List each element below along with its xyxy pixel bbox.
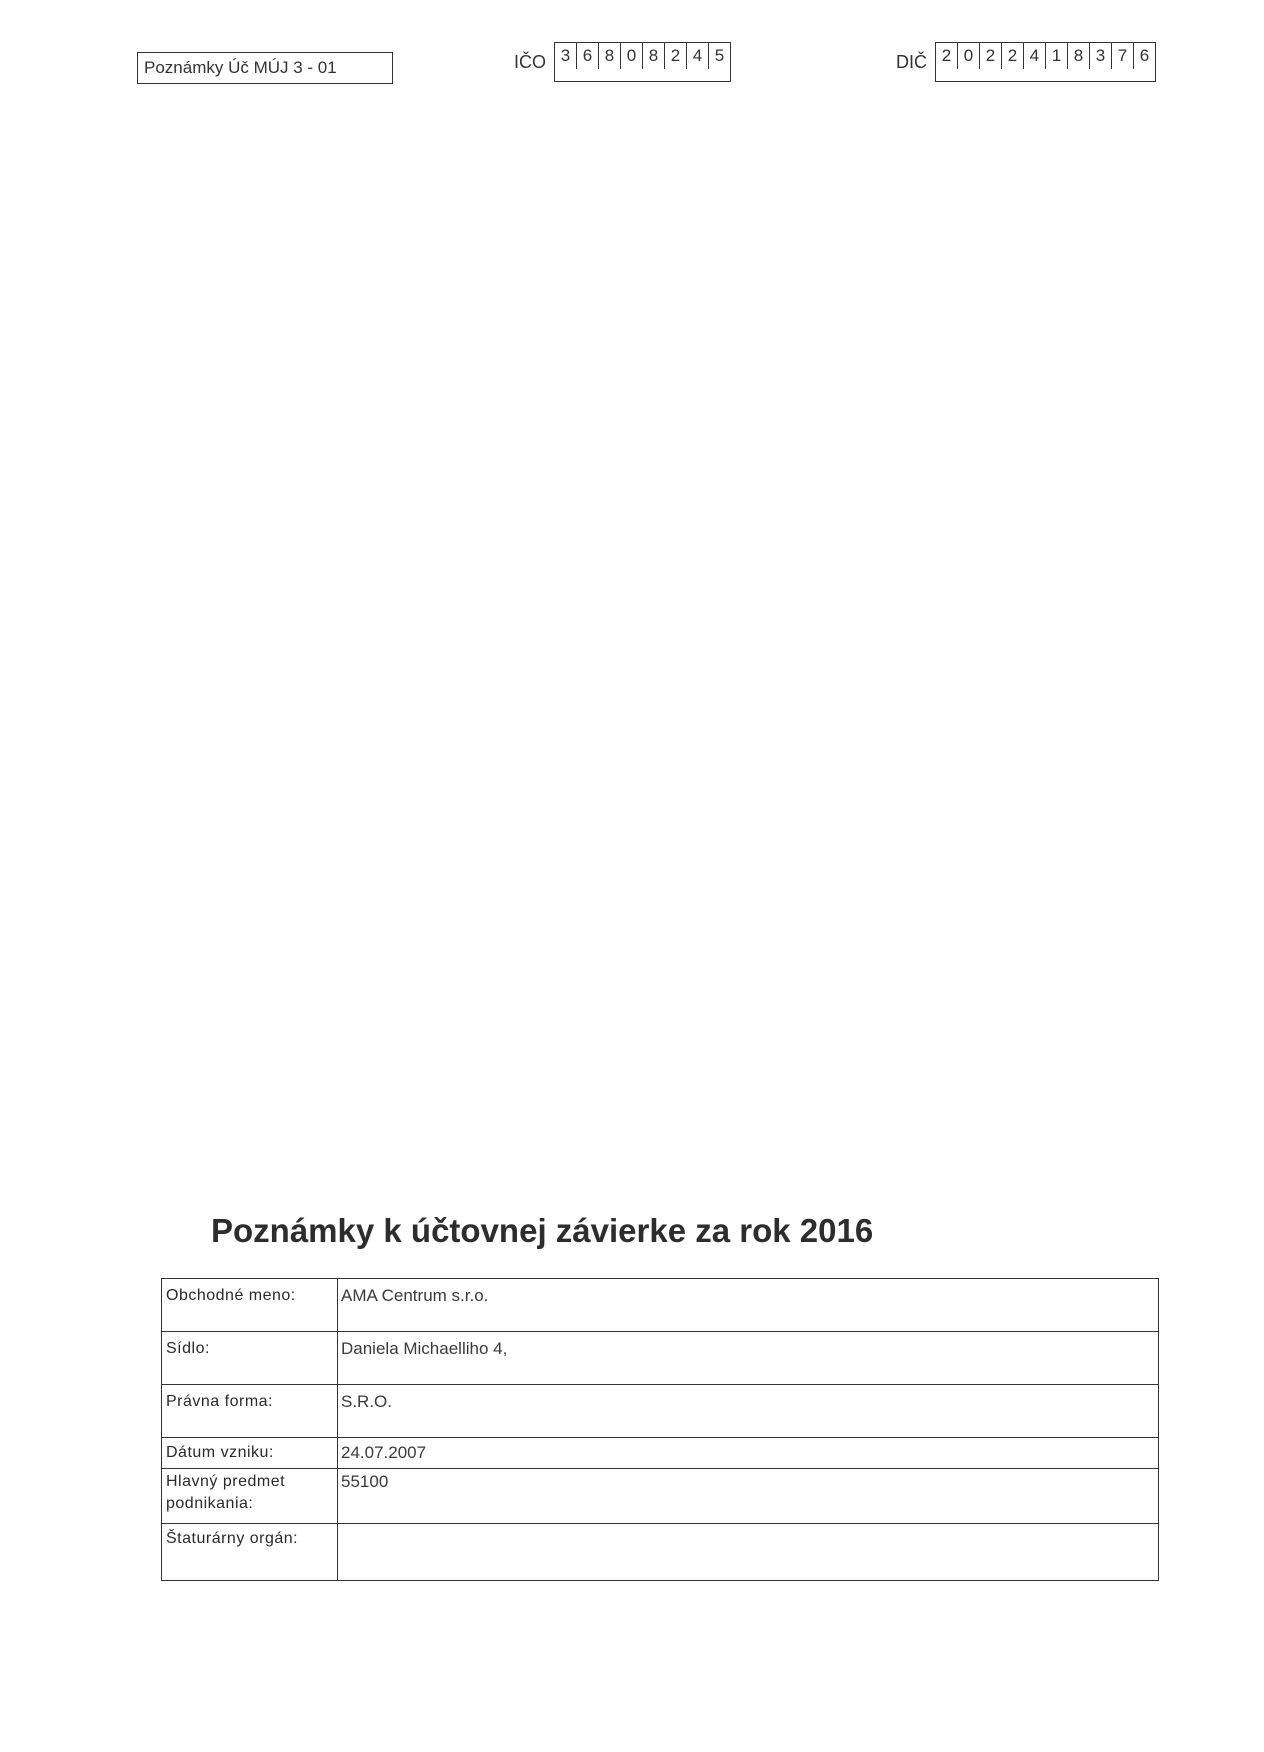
dic-field xyxy=(896,42,1156,82)
dic-label: DIČ xyxy=(896,51,927,72)
row-value xyxy=(338,1524,1158,1580)
ico-digit: 5 xyxy=(714,46,725,65)
ico-digit: 6 xyxy=(577,43,599,69)
row-label: Štaturárny orgán: xyxy=(162,1524,338,1580)
table-row xyxy=(162,1279,1158,1332)
dic-digit: 2 xyxy=(936,43,958,69)
row-value: S.R.O. xyxy=(341,1392,393,1411)
row-label: Dátum vzniku: xyxy=(162,1438,338,1468)
ico-digit: 2 xyxy=(665,43,687,69)
table-row xyxy=(162,1524,1158,1580)
row-label: Obchodné meno: xyxy=(162,1279,338,1331)
dic-digit: 1 xyxy=(1046,43,1068,69)
ico-field xyxy=(514,42,731,82)
row-label: Sídlo: xyxy=(162,1332,338,1384)
form-code-label: Poznámky Úč MÚJ 3 - 01 xyxy=(137,52,393,84)
company-info-table xyxy=(161,1278,1159,1581)
table-row xyxy=(162,1385,1158,1438)
table-row xyxy=(162,1469,1158,1524)
row-value: AMA Centrum s.r.o. xyxy=(341,1286,489,1305)
document-title: Poznámky k účtovnej závierke za rok 2016 xyxy=(211,1212,874,1249)
ico-digit: 8 xyxy=(643,43,665,69)
table-row xyxy=(162,1438,1158,1469)
dic-digit: 7 xyxy=(1112,43,1134,69)
dic-digit: 3 xyxy=(1090,43,1112,69)
row-value: 55100 xyxy=(341,1472,389,1491)
dic-digit: 8 xyxy=(1068,43,1090,69)
ico-digit: 0 xyxy=(621,43,643,69)
ico-digit: 8 xyxy=(599,43,621,69)
dic-digit: 6 xyxy=(1139,46,1150,65)
ico-digit: 4 xyxy=(687,43,709,69)
row-value: Daniela Michaelliho 4, xyxy=(341,1339,508,1358)
table-row xyxy=(162,1332,1158,1385)
row-label: Hlavný predmet podnikania: xyxy=(162,1469,338,1523)
ico-digit-boxes xyxy=(554,42,731,82)
dic-digit: 2 xyxy=(980,43,1002,69)
dic-digit: 2 xyxy=(1002,43,1024,69)
dic-digit: 4 xyxy=(1024,43,1046,69)
ico-label: IČO xyxy=(514,51,547,72)
row-label: Právna forma: xyxy=(162,1385,338,1437)
row-value: 24.07.2007 xyxy=(341,1443,427,1462)
dic-digit-boxes xyxy=(935,42,1156,82)
dic-digit: 0 xyxy=(958,43,980,69)
ico-digit: 3 xyxy=(555,43,577,69)
